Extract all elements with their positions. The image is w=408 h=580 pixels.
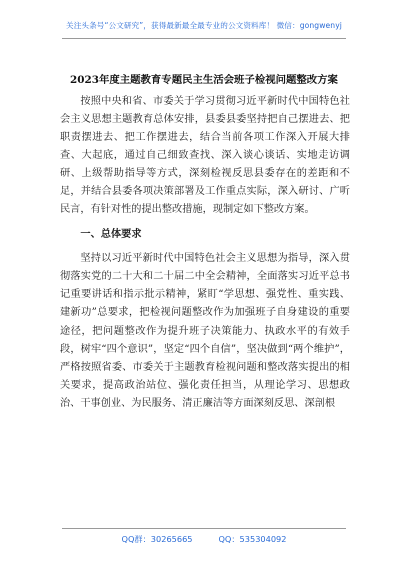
document-body <box>60 93 350 413</box>
footer-divider <box>62 528 346 529</box>
header-divider <box>62 38 346 39</box>
intro-paragraph: 按照中央和省、市委关于学习贯彻习近平新时代中国特色社会主义思想主题教育总体安排，县委县委坚持把自己摆进去、把职责摆进去、把工作摆进去，结合当前各项工作深入开展大排查、大起底，通过自己细致查找、深入谈心谈话、实地走访调研、上级帮助指导等方式，深刻检视反思县委存在的差距和不足，并结合县委各项决策部署及工作重点实际，深入研讨、广听民言，有针对性的提出整改措施，现制定如下整改方案。 <box>60 96 350 216</box>
footer-qq: QQ：535304092 <box>218 534 287 544</box>
footer-contacts <box>0 534 408 545</box>
document-title: 2023年度主题教育专题民主生活会班子检视问题整改方案 <box>70 74 338 86</box>
footer-qq-group: QQ群：30265665 <box>121 534 193 544</box>
section-heading-general-requirements: 一、总体要求 <box>80 229 142 241</box>
section-paragraph: 坚持以习近平新时代中国特色社会主义思想为指导，深入贯彻落实党的二十大和二十届二中全会精神，全面落实习近平总书记重要讲话和指示批示精神，紧盯“学思想、强党性、重实践、建新功”总要求，把检视问题整改作为加强班子自身建设的重要途径，把问题整改作为提升班子决策能力、执政水平的有效手段，树牢“四个意识”，坚定“四个自信”，坚决做到“两个维护”，严格按照省委、市委关于主题教育检视问题和整改落实提出的相关要求，提高政治站位、强化责任担当，从理论学习、思想政治、干事创业、为民服务、清正廉洁等方面深刻反思、深剖根 <box>60 253 350 409</box>
header-notice: 关注头条号“公文研究”，获得最新最全最专业的公文资料库！ 微信：gongwenyj <box>66 21 342 30</box>
